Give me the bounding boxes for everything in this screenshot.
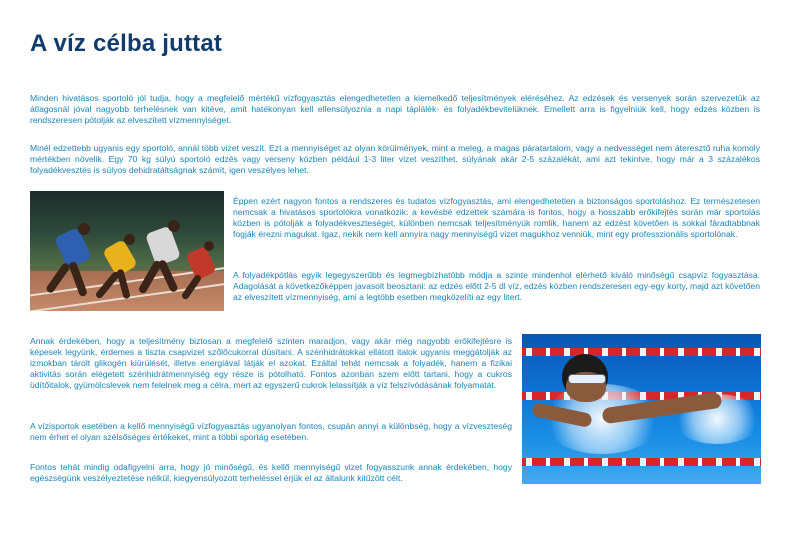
- paragraph-water-sports: A vízisportok esetében a kellő mennyiségű vízfogyasztás ugyanolyan fontos, csupán annyi a különbség, hogy a vízveszteség nem érhet el olyan szélsőséges értékeket, mint a többi sportág esetében.: [30, 421, 512, 442]
- paragraph-regular-drinking: Éppen ezért nagyon fontos a rendszeres és tudatos vízfogyasztás, ami elengedhetetlen a biztonságos sportoláshoz. Ez természetesen nemcsak a hivatásos sportolókra vonatkozik: a kevésbé edzettek számára is fontos, hogy a hosszabb erőkifejtés során már sportolás közben is pótolják a folyadékveszteséget, különben nemcsak teljesítményük romlik, hanem az edzést követően is sokkal fáradtabbnak fogják érezni magukat. Igaz, nekik nem kell annyira nagy mennyiségű vizet magukhoz venniük, mint egy professzionális sportolónak.: [233, 196, 760, 239]
- swimmer-photo: [522, 334, 761, 484]
- paragraph-tap-water: A folyadékpótlás egyik legegyszerűbb és legmegbízhatóbb módja a szinte mindenhol elérhető kiváló minőségű csapvíz fogyasztása. Adagolását a következőképpen javasolt beosztani: az edzés előtt 2-5 dl víz, edzés közben rendszeresen egy-egy korty, majd azt követően az elveszített vízmennyiség, ami a legtöbb esetben megközelíti az egy litert.: [233, 270, 760, 302]
- paragraph-conclusion: Fontos tehát mindig odafigyelni arra, hogy jó minőségű, és kellő mennyiségű vizet fogyasszunk annak érdekében, hogy egészségünk veszélyeztetése nélkül, kiegyensúlyozott terheléssel érjük el az általunk kitűzött célt.: [30, 462, 512, 483]
- paragraph-intro: Minden hivatásos sportoló jól tudja, hogy a megfelelő mértékű vízfogyasztás elengedhetetlen a kiemelkedő teljesítmények eléréséhez. Az edzések és versenyek során szervezetük az átlagosnál jóval nagyobb terhelésnek van kitéve, amit hatékonyan kell ellensúlyoznia a napi táplálék- és folyadékbevitelüknek. Emellett arra is figyelniük kell, hogy edzés közben is rendszeresen pótolják az elveszített vízmennyiséget.: [30, 93, 760, 125]
- paragraph-glucose: Annak érdekében, hogy a teljesítmény biztosan a megfelelő szinten maradjon, vagy akár még nagyobb erőkifejtésre is képesek legyünk, érdemes a tiszta csapvizet szőlőcukorral dúsítani. A szénhidrátokkal ellátott italok ugyanis meggátolják az izmokban tárolt glikogén kiürülését, illetve energiával látják el azokat. Ezáltal tehát nemcsak a folyadék, hanem a fizikai aktivitás során elégetett szénhidrátmennyiség egy része is pótolható. Fontos azonban szem előtt tartani, hogy a cukros üdítőitalok, gyümölcslevek nem felelnek meg a célra, mert az egyszerű cukrok lelassítják a víz felszívódásának folyamatát.: [30, 336, 512, 390]
- page-title: A víz célba juttat: [30, 30, 223, 57]
- sprinters-photo: [30, 191, 224, 311]
- lane-rope: [522, 458, 761, 466]
- paragraph-water-loss: Minél edzettebb ugyanis egy sportoló, annál több vizet veszít. Ezt a mennyiséget az olyan körülmények, mint a meleg, a magas páratartalom, vagy a nedvességet nem áteresztő ruha komoly mértékben növelik. Egy 70 kg súlyú sportoló edzés vagy verseny közben például 1-3 liter vizet veszíthet, súlyának akár 2-5 százalékát, ami azt tekintve, hogy már a 3 százalékos folyadékvesztés is súlyos dehidratáltságnak számít, igen veszélyes lehet.: [30, 143, 760, 175]
- lane-rope: [522, 348, 761, 356]
- swim-goggles: [568, 374, 606, 384]
